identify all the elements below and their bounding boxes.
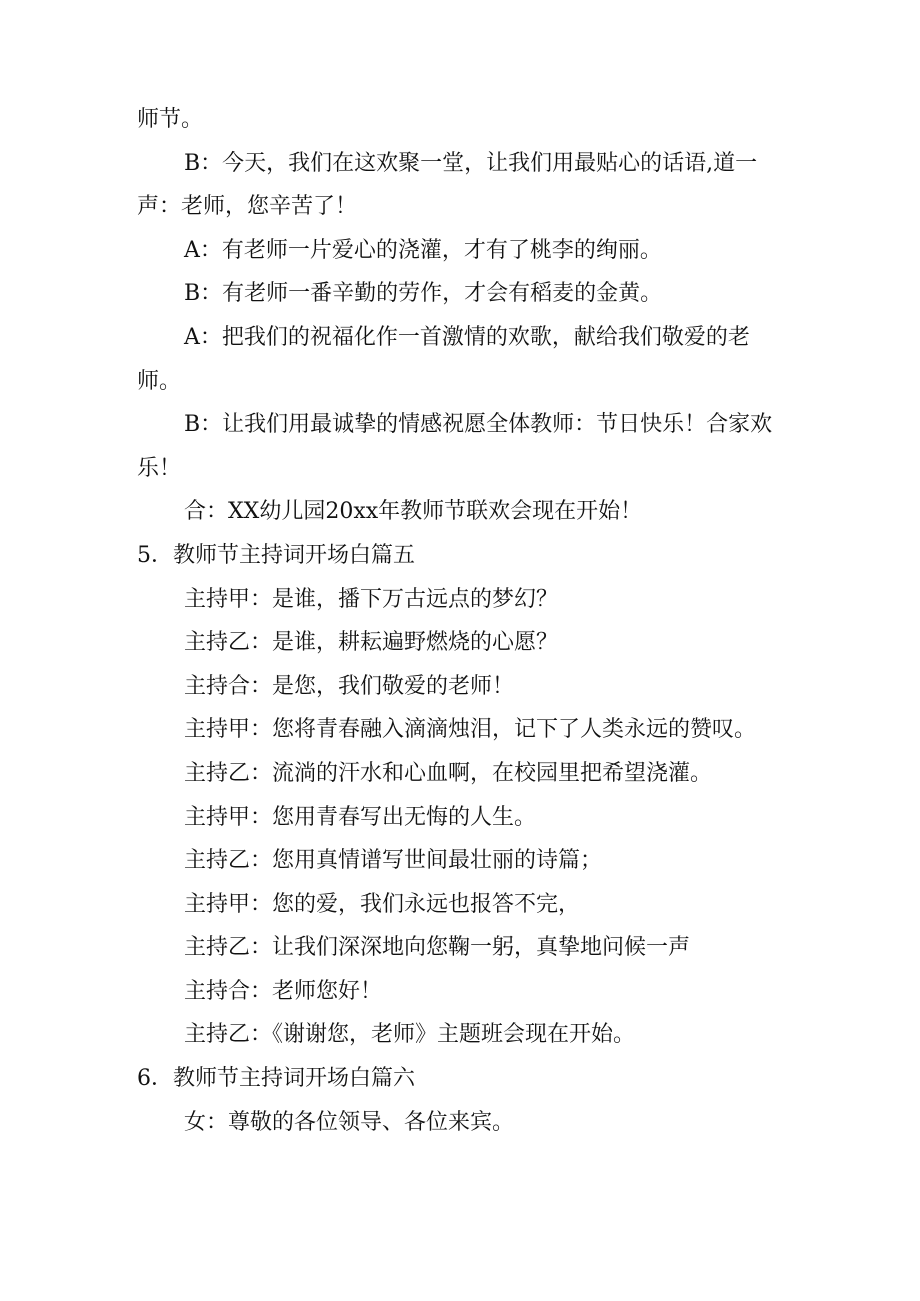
paragraph-continuation: 师节。 (137, 107, 204, 132)
paragraph-b-greeting: B：今天，我们在这欢聚一堂，让我们用最贴心的话语,道一声：老师，您辛苦了！ (137, 150, 758, 220)
paragraph-female-host: 女：尊敬的各位领导、各位来宾。 (184, 1109, 515, 1135)
section-heading-6: 6．教师节主持词开场白篇六 (137, 1066, 415, 1092)
paragraph-host-a-3: 主持甲：您用青春写出无悔的人生。 (184, 804, 537, 830)
paragraph-host-a-2: 主持甲：您将青春融入滴滴烛泪，记下了人类永远的赞叹。 (184, 717, 757, 743)
paragraph-b-wishes: B：让我们用最诚挚的情感祝愿全体教师：节日快乐！合家欢乐！ (137, 412, 773, 481)
section-heading-5: 5．教师节主持词开场白篇五 (137, 542, 415, 568)
paragraph-host-b-4: 主持乙：让我们深深地向您鞠一躬，真挚地问候一声 (184, 935, 691, 961)
paragraph-host-b-2: 主持乙：流淌的汗水和心血啊，在校园里把希望浇灌。 (184, 760, 713, 786)
paragraph-host-b-1: 主持乙：是谁，耕耘遍野燃烧的心愿？ (184, 630, 559, 656)
paragraph-host-b-3: 主持乙：您用真情谱写世间最壮丽的诗篇； (184, 848, 603, 874)
paragraph-host-a-4: 主持甲：您的爱，我们永远也报答不完， (184, 891, 581, 917)
paragraph-a-love: A：有老师一片爱心的浇灌，才有了桃李的绚丽。 (184, 237, 662, 263)
paragraph-b-labor: B：有老师一番辛勤的劳作，才会有稻麦的金黄。 (184, 281, 663, 307)
paragraph-host-a-1: 主持甲：是谁，播下万古远点的梦幻？ (184, 586, 559, 612)
paragraph-host-together-1: 主持合：是您，我们敬爱的老师！ (184, 673, 515, 699)
paragraph-a-song: A：把我们的祝福化作一首激情的欢歌，献给我们敬爱的老师。 (137, 324, 750, 394)
paragraph-together-start: 合：XX幼儿园20xx年教师节联欢会现在开始！ (184, 499, 643, 525)
document-body (137, 98, 787, 1144)
paragraph-host-b-5: 主持乙：《谢谢您，老师》主题班会现在开始。 (184, 1022, 636, 1048)
paragraph-host-together-2: 主持合：老师您好！ (184, 978, 383, 1004)
